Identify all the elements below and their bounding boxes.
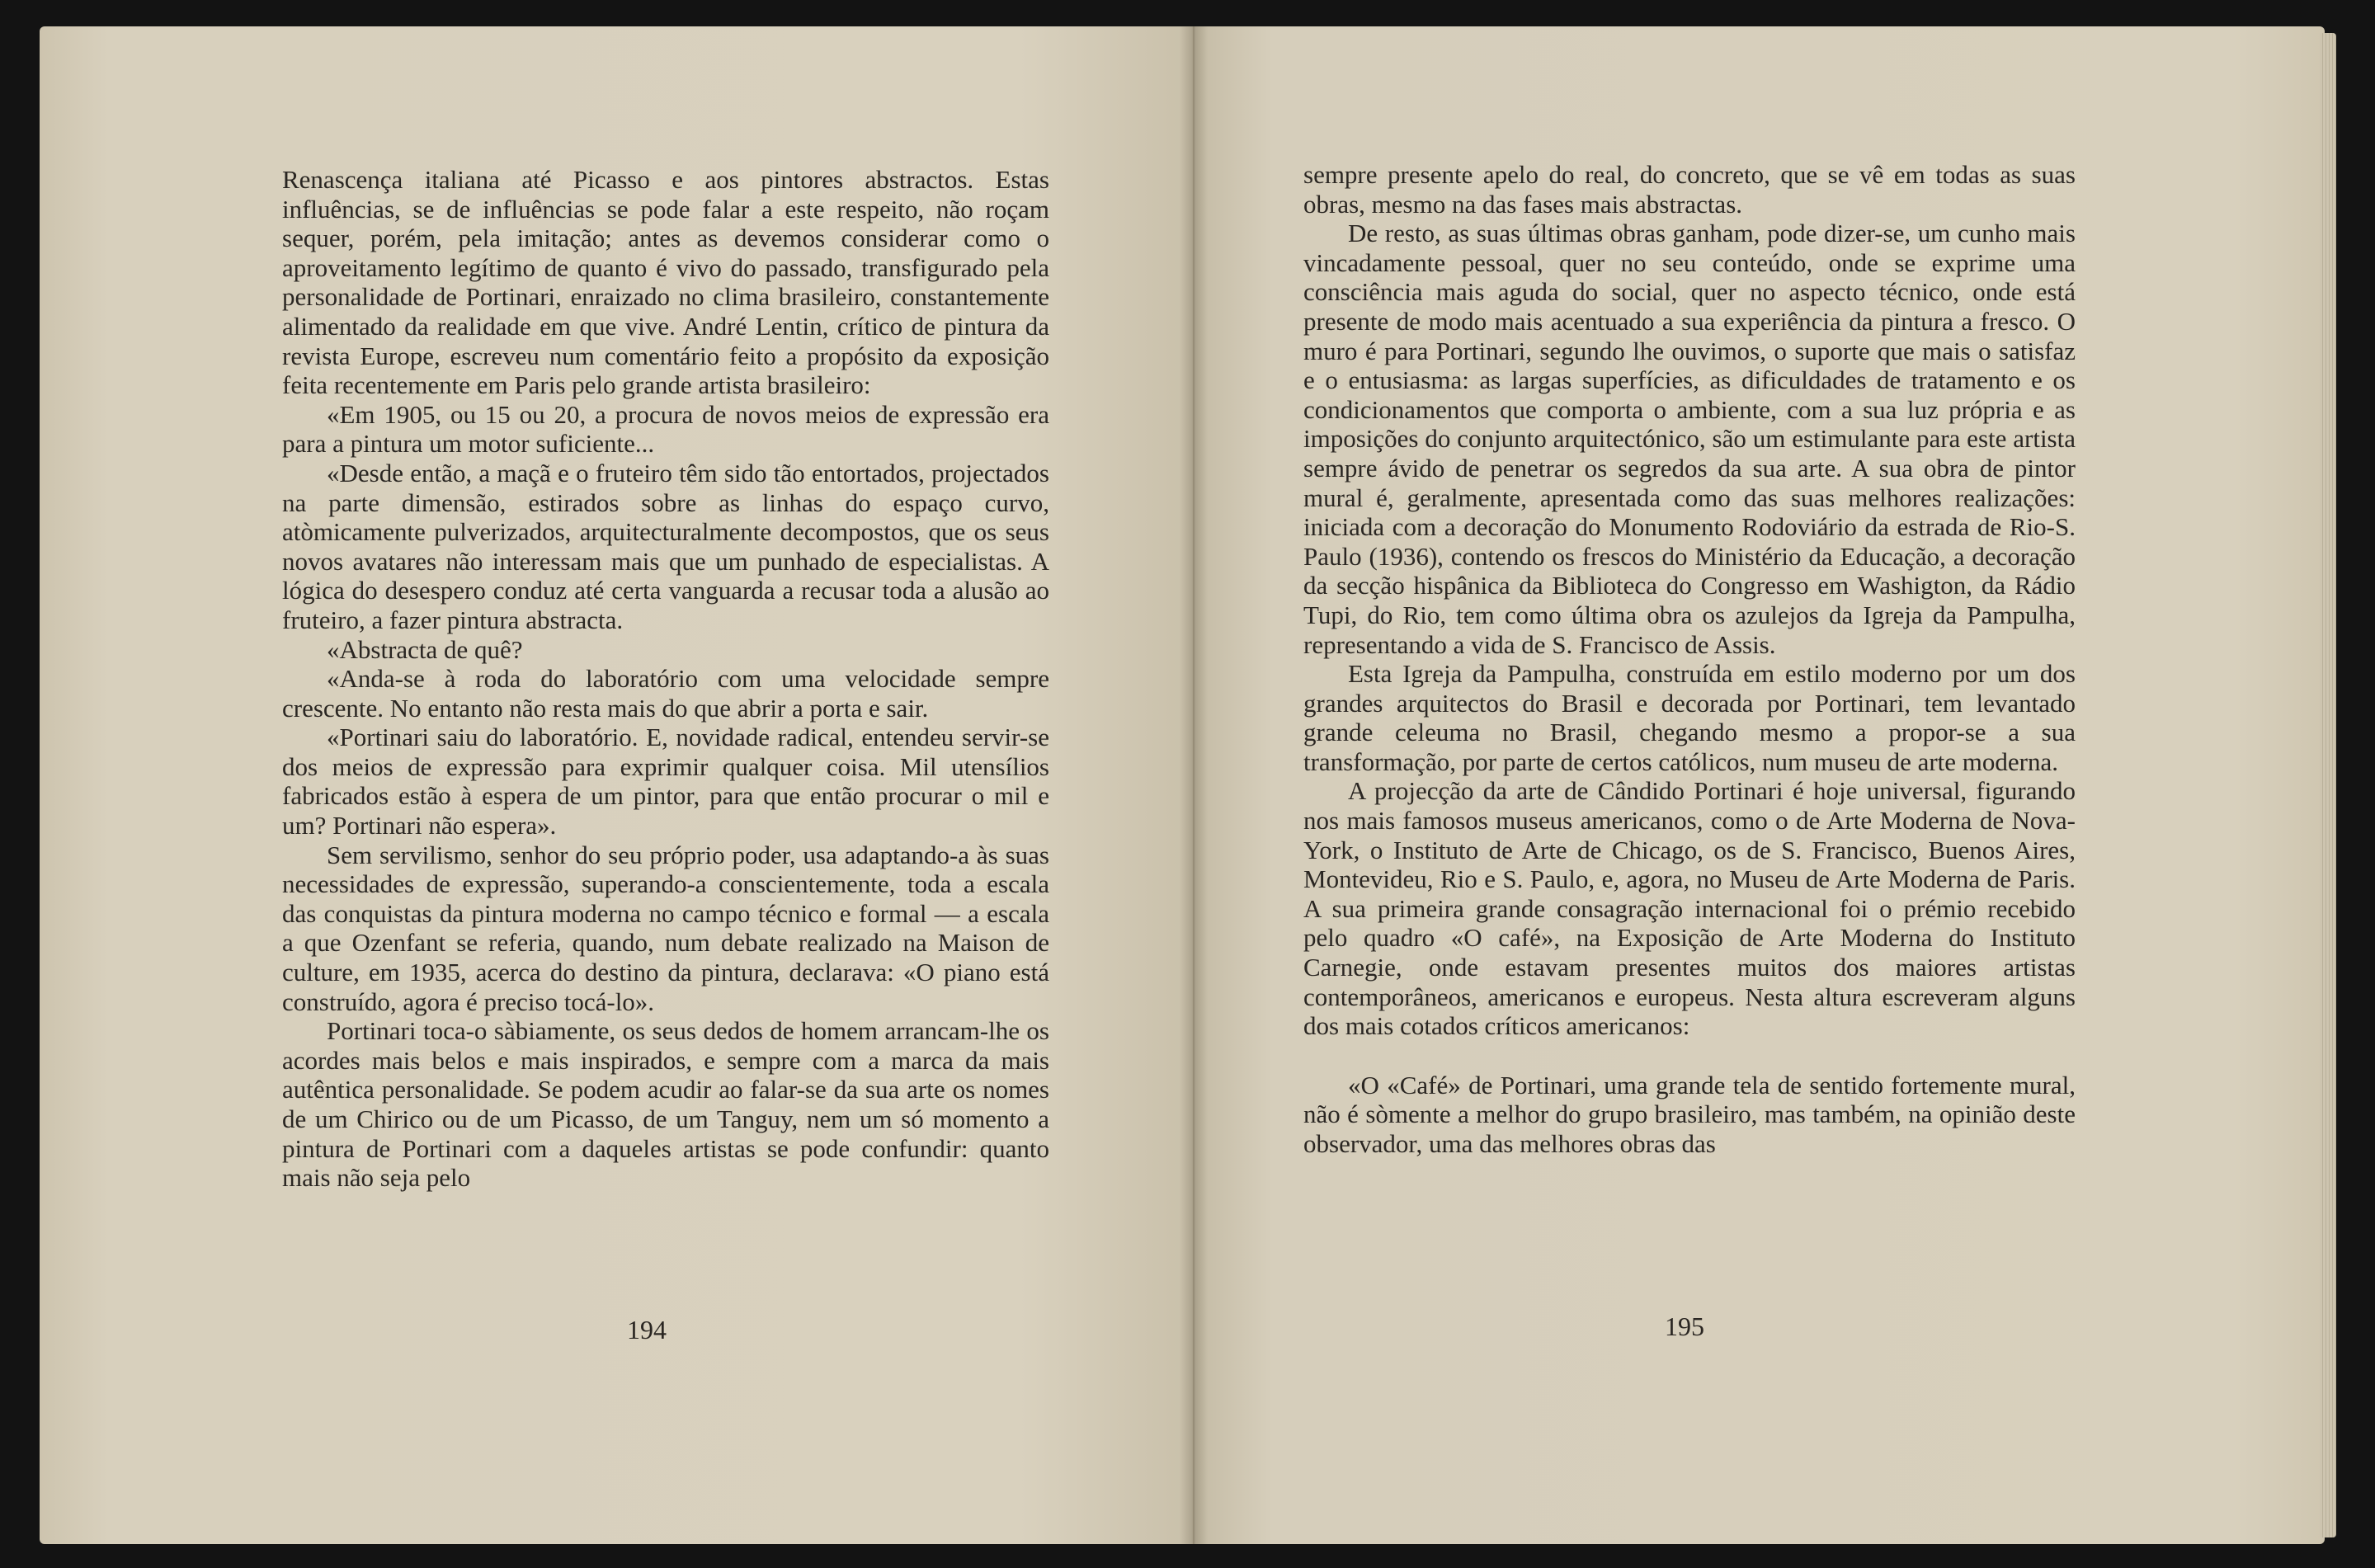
quote-paragraph: «Portinari saiu do laboratório. E, novidade radical, entendeu servir-se dos meios de expressão para exprimir qualquer coisa. Mil utensílios fabricados estão à espera de um pintor, para que então procurar o mil e um? Portinari não espera». bbox=[282, 723, 1049, 841]
quote-paragraph: «Abstracta de quê? bbox=[327, 634, 523, 664]
paragraph: Sem servilismo, senhor do seu próprio poder, usa adaptando-a às suas necessidades de expressão, superando-a conscientemente, toda a escala das conquistas da pintura moderna no campo técnico e formal — a escala a que Ozenfant se referia, quando, num debate realizado na Maison de culture, em 1935, acerca do destino da pintura, declarava: «O piano está construído, agora é preciso tocá-lo». bbox=[282, 840, 1049, 1016]
page-number-left: 194 bbox=[627, 1315, 667, 1344]
book-gutter bbox=[1180, 26, 1208, 1544]
page-number-right: 195 bbox=[1665, 1311, 1704, 1341]
quote-paragraph: «O «Café» de Portinari, uma grande tela de sentido fortemente mural, não é sòmente a melhor do grupo brasileiro, mas também, na opinião deste observador, uma das melhores obras das bbox=[1303, 1070, 2076, 1158]
quote-paragraph: «Desde então, a maçã e o fruteiro têm sido tão entortados, projectados na parte dimensão, estirados sobre as linhas do espaço curvo, atòmicamente pulverizados, arquitecturalmente decompostos, que os seus novos avatares não interessam mais que um punhado de especialistas. A lógica do desespero conduz até certa vanguarda a recusar toda a alusão ao fruteiro, a fazer pintura abstracta. bbox=[282, 458, 1049, 634]
paragraph: Renascença italiana até Picasso e aos pintores abstractos. Estas influências, se de influências se pode falar a este respeito, não roçam sequer, porém, pela imitação; antes as devemos considerar como o aproveitamento legítimo de quanto é vivo do passado, transfigurado pela personalidade de Portinari, enraizado no clima brasileiro, constantemente alimentado da realidade em que vive. André Lentin, crítico de pintura da revista Europe, escreveu num comentário feito a propósito da exposição feita recentemente em Paris pelo grande artista brasileiro: bbox=[282, 165, 1049, 400]
quote-paragraph: «Anda-se à roda do laboratório com uma velocidade sempre crescente. No entanto não resta mais do que abrir a porta e sair. bbox=[282, 664, 1049, 723]
paragraph: Esta Igreja da Pampulha, construída em estilo moderno por um dos grandes arquitectos do Brasil e decorada por Portinari, tem levantado grande celeuma no Brasil, chegando mesmo a propor-se a sua transformação, por parte de certos católicos, num museu de arte moderna. bbox=[1303, 659, 2076, 776]
right-page-text bbox=[1303, 160, 2076, 1159]
paragraph: De resto, as suas últimas obras ganham, pode dizer-se, um cunho mais vincadamente pessoal, quer no seu conteúdo, onde se exprime uma consciência mais aguda do social, quer no aspecto técnico, onde está presente de modo mais acentuado a sua experiência da pintura a fresco. O muro é para Portinari, segundo lhe ouvimos, o suporte que mais o satisfaz e o entusiasma: as largas superfícies, as dificuldades de tratamento e os condicionamentos que comporta o ambiente, com a sua luz própria e as imposições do conjunto arquitectónico, são um estimulante para este artista sempre ávido de penetrar os segredos da sua arte. A sua obra de pintor mural é, geralmente, apresentada como das suas melhores realizações: iniciada com a decoração do Monumento Rodoviário da estrada de Rio-S. Paulo (1936), contendo os frescos do Ministério da Educação, a decoração da secção hispânica da Biblioteca do Congresso em Washigton, da Rádio Tupi, do Rio, tem como última obra os azulejos da Igreja da Pampulha, representando a vida de S. Francisco de Assis. bbox=[1303, 219, 2076, 659]
spacer bbox=[1303, 1041, 2076, 1071]
page-edges bbox=[2320, 33, 2336, 1537]
paragraph: A projecção da arte de Cândido Portinari é hoje universal, figurando nos mais famosos museus americanos, como o de Arte Moderna de Nova-York, o Instituto de Arte de Chicago, os de S. Francisco, Buenos Aires, Montevideu, Rio e S. Paulo, e, agora, no Museu de Arte Moderna de Paris. A sua primeira grande consagração internacional foi o prémio recebido pelo quadro «O café», na Exposição de Arte Moderna do Instituto Carnegie, onde estavam presentes muitos dos maiores artistas contemporâneos, americanos e europeus. Nesta altura escreveram alguns dos mais cotados críticos americanos: bbox=[1303, 776, 2076, 1041]
left-page-text bbox=[282, 165, 1049, 1193]
quote-paragraph: «Em 1905, ou 15 ou 20, a procura de novos meios de expressão era para a pintura um motor suficiente... bbox=[282, 399, 1049, 459]
paragraph: Portinari toca-o sàbiamente, os seus dedos de homem arrancam-lhe os acordes mais belos e mais inspirados, e sempre com a marca da mais autêntica personalidade. Se podem acudir ao falar-se da sua arte os nomes de um Chirico ou de um Picasso, de um Tanguy, nem um só momento a pintura de Portinari com a daqueles artistas se pode confundir: quanto mais não seja pelo bbox=[282, 1016, 1049, 1193]
paragraph: sempre presente apelo do real, do concreto, que se vê em todas as suas obras, mesmo na das fases mais abstractas. bbox=[1303, 160, 2076, 219]
